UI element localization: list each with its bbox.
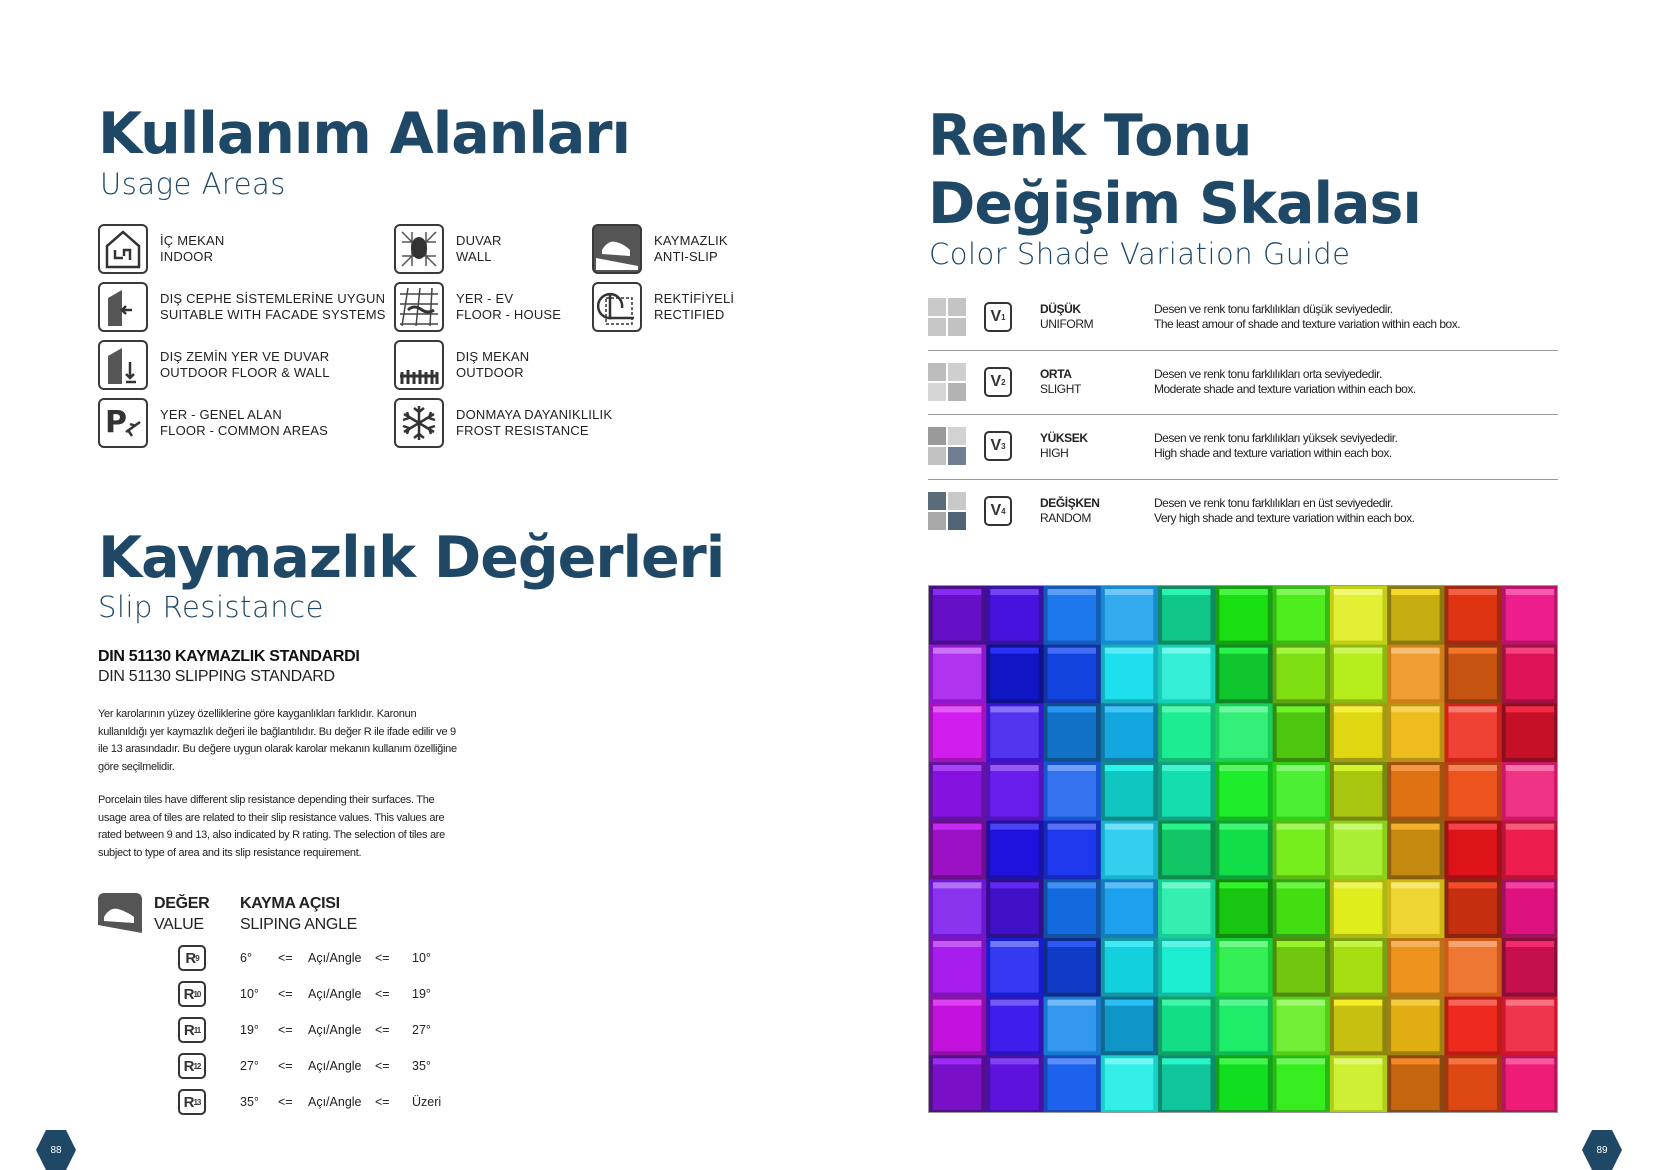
cube-tile bbox=[1215, 997, 1273, 1059]
r-rating-badge: R 11 bbox=[178, 1017, 206, 1043]
operator: <= bbox=[278, 951, 293, 965]
cube-tile bbox=[1444, 938, 1502, 1000]
cube-tile bbox=[1101, 821, 1159, 883]
angle-to: 10° bbox=[412, 951, 431, 965]
usage-label-tr: DONMAYA DAYANIKLILIK bbox=[456, 407, 613, 422]
cube-tile bbox=[1387, 879, 1445, 941]
usage-label-en: OUTDOOR bbox=[456, 365, 524, 380]
cube-tile bbox=[1158, 938, 1216, 1000]
cube-tile bbox=[1330, 586, 1388, 648]
usage-label-en: FROST RESISTANCE bbox=[456, 423, 589, 438]
cube-tile bbox=[1273, 586, 1331, 648]
cube-tile bbox=[1444, 997, 1502, 1059]
anti-slip-icon bbox=[98, 893, 142, 937]
cube-tile bbox=[1215, 586, 1273, 648]
cube-tile bbox=[1044, 997, 1102, 1059]
usage-item-wall bbox=[394, 224, 502, 274]
usage-subtitle: Usage Areas bbox=[100, 167, 286, 201]
cube-tile bbox=[1158, 997, 1216, 1059]
cube-tile bbox=[1387, 762, 1445, 824]
standard-subtitle: DIN 51130 SLIPPING STANDARD bbox=[98, 668, 335, 685]
angle-header bbox=[240, 893, 357, 935]
angle-to: 27° bbox=[412, 1023, 431, 1037]
slip-subtitle: Slip Resistance bbox=[98, 590, 324, 624]
shade-subtitle: Color Shade Variation Guide bbox=[929, 237, 1351, 271]
angle-label: Açı/Angle bbox=[308, 1023, 362, 1037]
angle-to: 35° bbox=[412, 1059, 431, 1073]
shade-level-tr: DÜŞÜK bbox=[1040, 302, 1081, 316]
cube-tile bbox=[1444, 586, 1502, 648]
cube-tile bbox=[1502, 821, 1558, 883]
cube-tile bbox=[1502, 1055, 1558, 1113]
shade-row-v2 bbox=[928, 351, 1558, 413]
cube-tile bbox=[1502, 703, 1558, 765]
operator: <= bbox=[278, 1095, 293, 1109]
cube-tile bbox=[1158, 762, 1216, 824]
angle-from: 27° bbox=[240, 1059, 259, 1073]
shade-desc-en: High shade and texture variation within each box. bbox=[1154, 446, 1392, 460]
wall-icon bbox=[394, 224, 444, 274]
cube-tile bbox=[1215, 1055, 1273, 1113]
cube-tile bbox=[1330, 821, 1388, 883]
usage-label-tr: KAYMAZLIK bbox=[654, 233, 728, 248]
cube-tile bbox=[1444, 703, 1502, 765]
value-header-tr: DEĞER bbox=[154, 895, 210, 912]
cube-tile bbox=[1044, 879, 1102, 941]
usage-item-floor-house bbox=[394, 282, 561, 332]
cube-tile bbox=[986, 703, 1044, 765]
cube-tile bbox=[986, 879, 1044, 941]
slip-title: Kaymazlık Değerleri bbox=[98, 525, 725, 591]
shade-row-v3 bbox=[928, 415, 1558, 477]
cube-tile bbox=[1101, 703, 1159, 765]
cube-tile bbox=[1158, 1055, 1216, 1113]
cube-tile bbox=[1273, 997, 1331, 1059]
usage-item-rectified bbox=[592, 282, 734, 332]
angle-label: Açı/Angle bbox=[308, 987, 362, 1001]
cube-tile bbox=[1158, 703, 1216, 765]
angle-label: Açı/Angle bbox=[308, 1095, 362, 1109]
usage-label-en: OUTDOOR FLOOR & WALL bbox=[160, 365, 330, 380]
usage-item-outdoor-floor-wall bbox=[98, 340, 330, 390]
indoor-house-icon bbox=[98, 224, 148, 274]
cube-tile bbox=[1502, 997, 1558, 1059]
cube-tile bbox=[1215, 762, 1273, 824]
cube-tile bbox=[1273, 938, 1331, 1000]
usage-label-en: ANTI-SLIP bbox=[654, 249, 718, 264]
shade-level-en: HIGH bbox=[1040, 446, 1069, 460]
r-rating-badge: R 12 bbox=[178, 1053, 206, 1079]
value-header bbox=[154, 893, 209, 935]
cube-tile bbox=[1101, 1055, 1159, 1113]
usage-label-tr: REKTİFİYELİ bbox=[654, 291, 735, 306]
shade-mosaic bbox=[928, 427, 966, 465]
cube-tile bbox=[1330, 997, 1388, 1059]
slip-row bbox=[178, 945, 431, 971]
cube-tile bbox=[1101, 938, 1159, 1000]
usage-label-en: INDOOR bbox=[160, 249, 214, 264]
cube-tile bbox=[1330, 1055, 1388, 1113]
shade-level-tr: ORTA bbox=[1040, 367, 1072, 381]
cube-tile bbox=[1215, 938, 1273, 1000]
svg-text:P: P bbox=[105, 405, 127, 440]
usage-label-tr: YER - GENEL ALAN bbox=[160, 407, 282, 422]
cube-tile bbox=[1330, 879, 1388, 941]
cube-tile bbox=[929, 1055, 987, 1113]
cube-tile bbox=[1215, 821, 1273, 883]
cube-tile bbox=[1273, 703, 1331, 765]
r-rating-badge: R 13 bbox=[178, 1089, 206, 1115]
angle-header-en: SLIPING ANGLE bbox=[240, 916, 358, 933]
cube-tile bbox=[1215, 645, 1273, 707]
cube-tile bbox=[986, 821, 1044, 883]
usage-label-en: FLOOR - HOUSE bbox=[456, 307, 562, 322]
anti-slip-icon bbox=[592, 224, 642, 274]
usage-item-indoor bbox=[98, 224, 224, 274]
angle-from: 10° bbox=[240, 987, 259, 1001]
shade-desc-tr: Desen ve renk tonu farklılıkları yüksek seviyededir. bbox=[1154, 431, 1398, 445]
operator: <= bbox=[375, 987, 390, 1001]
facade-icon bbox=[98, 282, 148, 332]
r-rating-badge: R 10 bbox=[178, 981, 206, 1007]
cube-tile bbox=[1044, 762, 1102, 824]
shade-desc-en: Moderate shade and texture variation within each box. bbox=[1154, 382, 1416, 396]
usage-item-common-areas bbox=[98, 398, 328, 448]
operator: <= bbox=[278, 1059, 293, 1073]
operator: <= bbox=[375, 1023, 390, 1037]
cube-tile bbox=[1273, 821, 1331, 883]
shade-desc-tr: Desen ve renk tonu farklılıkları orta seviyededir. bbox=[1154, 367, 1382, 381]
usage-title: Kullanım Alanları bbox=[98, 101, 630, 167]
snowflake-icon bbox=[394, 398, 444, 448]
slip-row bbox=[178, 1017, 431, 1043]
cube-tile bbox=[986, 997, 1044, 1059]
cube-tile bbox=[1444, 1055, 1502, 1113]
angle-header-tr: KAYMA AÇISI bbox=[240, 895, 340, 912]
cube-tile bbox=[1044, 703, 1102, 765]
cube-tile bbox=[1158, 586, 1216, 648]
v-rating-badge: V 1 bbox=[984, 302, 1012, 332]
cube-tile bbox=[1502, 586, 1558, 648]
usage-label-tr: YER - EV bbox=[456, 291, 514, 306]
cube-tile bbox=[929, 997, 987, 1059]
cube-tile bbox=[1044, 938, 1102, 1000]
floor-house-icon bbox=[394, 282, 444, 332]
usage-label-tr: DIŞ MEKAN bbox=[456, 349, 530, 364]
cube-tile bbox=[1444, 762, 1502, 824]
cube-tile bbox=[1158, 879, 1216, 941]
cube-tile bbox=[929, 703, 987, 765]
cubes-graphic bbox=[929, 586, 1558, 1113]
cube-tile bbox=[1044, 821, 1102, 883]
cube-tile bbox=[929, 938, 987, 1000]
angle-from: 19° bbox=[240, 1023, 259, 1037]
page-number-left: 88 bbox=[36, 1130, 76, 1170]
shade-desc-en: The least amour of shade and texture variation within each box. bbox=[1154, 317, 1461, 331]
slip-row bbox=[178, 1053, 431, 1079]
usage-label-en: WALL bbox=[456, 249, 492, 264]
shade-row-v1 bbox=[928, 286, 1558, 348]
cube-tile bbox=[1330, 762, 1388, 824]
cube-tile bbox=[1273, 645, 1331, 707]
cube-tile bbox=[1101, 586, 1159, 648]
cube-tile bbox=[1273, 1055, 1331, 1113]
cube-tile bbox=[1502, 879, 1558, 941]
cube-tile bbox=[1330, 703, 1388, 765]
slip-row bbox=[178, 1089, 442, 1115]
cube-tile bbox=[1330, 938, 1388, 1000]
usage-label-en: FLOOR - COMMON AREAS bbox=[160, 423, 328, 438]
cube-tile bbox=[1502, 762, 1558, 824]
shade-level-en: SLIGHT bbox=[1040, 382, 1081, 396]
value-header-en: VALUE bbox=[154, 916, 204, 933]
v-rating-badge: V 3 bbox=[984, 431, 1012, 461]
cube-tile bbox=[986, 645, 1044, 707]
shade-level-en: UNIFORM bbox=[1040, 317, 1094, 331]
cube-tile bbox=[1387, 1055, 1445, 1113]
colorful-cubes-image bbox=[928, 585, 1558, 1113]
angle-label: Açı/Angle bbox=[308, 951, 362, 965]
cube-tile bbox=[1158, 645, 1216, 707]
usage-label-tr: DUVAR bbox=[456, 233, 502, 248]
cube-tile bbox=[986, 586, 1044, 648]
cube-tile bbox=[929, 586, 987, 648]
r-rating-badge: R 9 bbox=[178, 945, 206, 971]
cube-tile bbox=[1330, 645, 1388, 707]
shade-desc-tr: Desen ve renk tonu farklılıkları düşük seviyededir. bbox=[1154, 302, 1393, 316]
rectified-icon bbox=[592, 282, 642, 332]
cube-tile bbox=[986, 1055, 1044, 1113]
outdoor-fence-icon bbox=[394, 340, 444, 390]
shade-title-line1: Renk Tonu bbox=[928, 103, 1252, 169]
operator: <= bbox=[375, 951, 390, 965]
cube-tile bbox=[986, 762, 1044, 824]
shade-level-tr: DEĞİŞKEN bbox=[1040, 496, 1100, 510]
operator: <= bbox=[278, 987, 293, 1001]
cube-tile bbox=[1502, 645, 1558, 707]
cube-tile bbox=[1158, 821, 1216, 883]
angle-to: Üzeri bbox=[412, 1095, 442, 1109]
usage-item-anti-slip bbox=[592, 224, 728, 274]
cube-tile bbox=[1215, 703, 1273, 765]
operator: <= bbox=[375, 1095, 390, 1109]
cube-tile bbox=[1444, 879, 1502, 941]
angle-to: 19° bbox=[412, 987, 431, 1001]
cube-tile bbox=[1387, 586, 1445, 648]
cube-tile bbox=[986, 938, 1044, 1000]
cube-tile bbox=[1444, 645, 1502, 707]
shade-title-line2: Değişim Skalası bbox=[928, 171, 1421, 237]
usage-label-tr: DIŞ ZEMİN YER VE DUVAR bbox=[160, 349, 330, 364]
usage-label-tr: İÇ MEKAN bbox=[160, 233, 225, 248]
v-rating-badge: V 2 bbox=[984, 367, 1012, 397]
standard-title: DIN 51130 KAYMAZLIK STANDARDI bbox=[98, 648, 360, 665]
cube-tile bbox=[1444, 821, 1502, 883]
shade-level-en: RANDOM bbox=[1040, 511, 1091, 525]
usage-item-outdoor bbox=[394, 340, 529, 390]
usage-item-frost bbox=[394, 398, 612, 448]
shade-mosaic bbox=[928, 298, 966, 336]
slip-paragraph-tr: Yer karolarının yüzey özelliklerine göre kayganlıkları farklıdır. Karonun kullanıldığı yer kaymazlık değeri ile bağlantılıdır. Bu değer R ile ifade edilir ve 9 ile 13 arasındadır. Bu değere uygun olarak karolar mekanın kullanım özelliğine göre seçilmelidir. bbox=[98, 708, 457, 773]
cube-tile bbox=[1044, 1055, 1102, 1113]
cube-tile bbox=[929, 645, 987, 707]
v-rating-badge: V 4 bbox=[984, 496, 1012, 526]
operator: <= bbox=[375, 1059, 390, 1073]
cube-tile bbox=[1273, 762, 1331, 824]
cube-tile bbox=[1101, 645, 1159, 707]
slip-row bbox=[178, 981, 431, 1007]
cube-tile bbox=[1273, 879, 1331, 941]
cube-tile bbox=[1215, 879, 1273, 941]
shade-desc-tr: Desen ve renk tonu farklılıkları en üst seviyededir. bbox=[1154, 496, 1393, 510]
cube-tile bbox=[929, 762, 987, 824]
usage-label-en: SUITABLE WITH FACADE SYSTEMS bbox=[160, 307, 386, 322]
cube-tile bbox=[1387, 938, 1445, 1000]
angle-from: 6° bbox=[240, 951, 252, 965]
cube-tile bbox=[1101, 762, 1159, 824]
cube-tile bbox=[929, 879, 987, 941]
shade-mosaic bbox=[928, 363, 966, 401]
angle-from: 35° bbox=[240, 1095, 259, 1109]
shade-level-tr: YÜKSEK bbox=[1040, 431, 1088, 445]
cube-tile bbox=[929, 821, 987, 883]
shade-desc-en: Very high shade and texture variation within each box. bbox=[1154, 511, 1415, 525]
outdoor-floor-wall-icon bbox=[98, 340, 148, 390]
parking-airport-icon bbox=[98, 398, 148, 448]
slip-paragraph-en: Porcelain tiles have different slip resistance depending their surfaces. The usage area of tiles are related to their slip resistance values. This values are rated between 9 and 13, also indicated by R rating. The selection of tiles are subject to type of area and its slip resistance requirement. bbox=[98, 794, 445, 859]
cube-tile bbox=[1387, 997, 1445, 1059]
usage-item-facade bbox=[98, 282, 386, 332]
operator: <= bbox=[278, 1023, 293, 1037]
cube-tile bbox=[1101, 997, 1159, 1059]
shade-row-v4 bbox=[928, 480, 1558, 542]
cube-tile bbox=[1502, 938, 1558, 1000]
page-number-right: 89 bbox=[1582, 1130, 1622, 1170]
cube-tile bbox=[1044, 645, 1102, 707]
cube-tile bbox=[1387, 645, 1445, 707]
usage-label-tr: DIŞ CEPHE SİSTEMLERİNE UYGUN bbox=[160, 291, 386, 306]
cube-tile bbox=[1101, 879, 1159, 941]
cube-tile bbox=[1387, 821, 1445, 883]
shade-mosaic bbox=[928, 492, 966, 530]
cube-tile bbox=[1387, 703, 1445, 765]
usage-label-en: RECTIFIED bbox=[654, 307, 725, 322]
angle-label: Açı/Angle bbox=[308, 1059, 362, 1073]
cube-tile bbox=[1044, 586, 1102, 648]
